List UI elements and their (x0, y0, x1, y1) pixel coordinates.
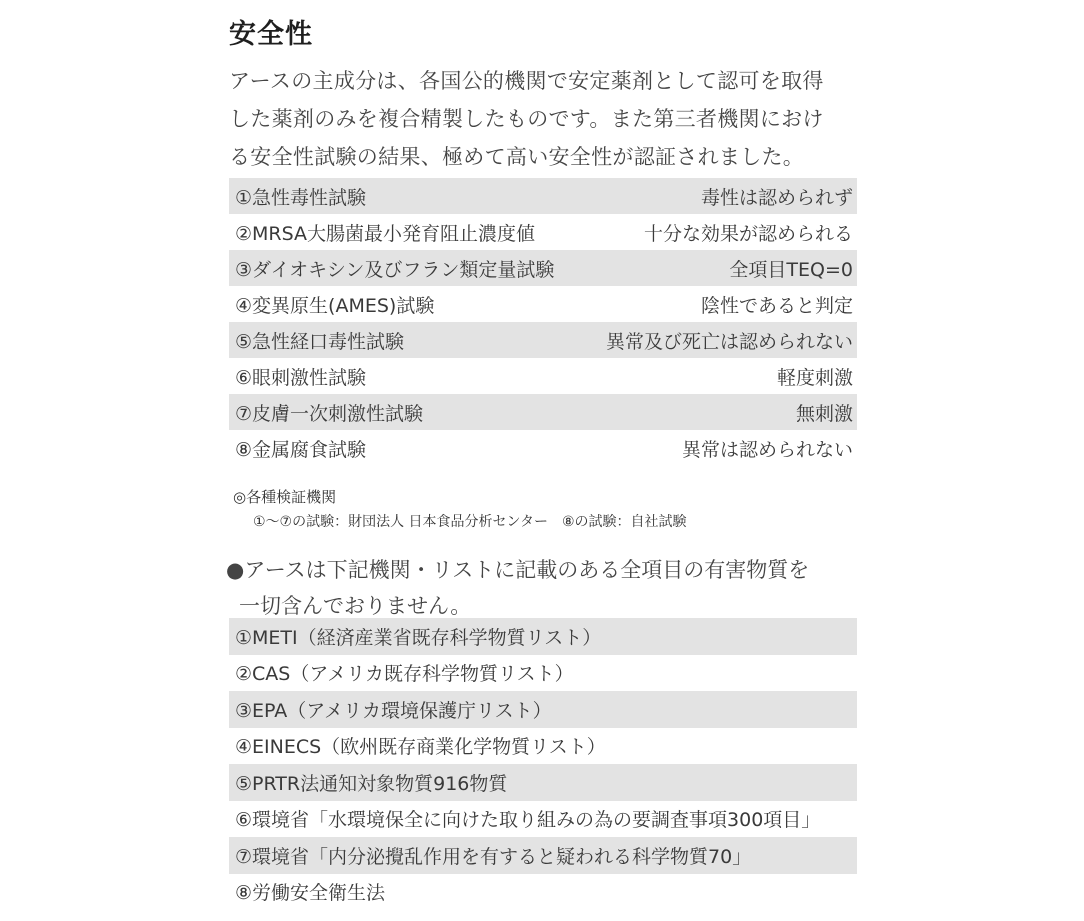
test-row (229, 358, 857, 394)
test-results-table (229, 178, 857, 466)
intro-line: る安全性試験の結果、極めて高い安全性が認証されました。 (229, 145, 805, 169)
test-result: 全項目TEQ=0 (729, 258, 853, 281)
note-line: ●アースは下記機関・リストに記載のある全項目の有害物質を (226, 558, 810, 582)
test-row (229, 394, 857, 430)
orgs-heading: ◎各種検証機関 (233, 488, 337, 506)
test-result: 軽度刺激 (776, 366, 853, 389)
test-result: 異常は認められない (681, 438, 853, 461)
test-row (229, 430, 857, 466)
test-name: ③ダイオキシン及びフラン類定量試験 (235, 258, 555, 281)
test-name: ⑤急性経口毒性試験 (235, 330, 405, 353)
note-line: 一切含んでおりません。 (239, 594, 472, 618)
test-name: ⑧金属腐食試験 (235, 438, 367, 461)
intro-paragraph (229, 62, 869, 176)
section-title: 安全性 (229, 19, 313, 50)
test-row (229, 286, 857, 322)
test-result: 異常及び死亡は認められない (605, 330, 853, 353)
test-result: 無刺激 (795, 402, 853, 425)
test-result: 十分な効果が認められる (643, 222, 853, 245)
orgs-detail: ①〜⑦の試験：財団法人 日本食品分析センター ⑧の試験：自社試験 (253, 514, 687, 530)
test-name: ④変異原生(AMES)試験 (235, 294, 435, 317)
test-name: ⑦皮膚一次刺激性試験 (235, 402, 424, 425)
list-item: ⑧労働安全衛生法 (235, 882, 386, 905)
intro-line: アースの主成分は、各国公的機関で安定薬剤として認可を取得 (229, 69, 824, 93)
test-name: ⑥眼刺激性試験 (235, 366, 367, 389)
list-item: ④EINECS（欧州既存商業化学物質リスト） (235, 736, 606, 759)
test-row (229, 250, 857, 286)
list-item: ⑦環境省「内分泌攪乱作用を有すると疑われる科学物質70」 (229, 837, 857, 874)
intro-line: した薬剤のみを複合精製したものです。また第三者機関におけ (229, 107, 824, 131)
list-item: ①METI（経済産業省既存科学物質リスト） (229, 618, 857, 655)
test-result: 陰性であると判定 (700, 294, 853, 317)
list-item: ⑤PRTR法通知対象物質916物質 (229, 764, 857, 801)
test-result: 毒性は認められず (700, 186, 853, 209)
test-name: ②MRSA大腸菌最小発育阻止濃度値 (235, 222, 536, 245)
list-item: ③EPA（アメリカ環境保護庁リスト） (229, 691, 857, 728)
testing-organizations (233, 486, 687, 531)
regulatory-lists (229, 618, 857, 910)
list-item: ⑥環境省「水環境保全に向けた取り組みの為の要調査事項300項目」 (235, 809, 821, 832)
test-row (229, 214, 857, 250)
test-name: ①急性毒性試験 (235, 186, 367, 209)
list-item: ②CAS（アメリカ既存科学物質リスト） (235, 663, 574, 686)
test-row (229, 322, 857, 358)
test-row (229, 178, 857, 214)
hazard-free-note (226, 552, 809, 624)
